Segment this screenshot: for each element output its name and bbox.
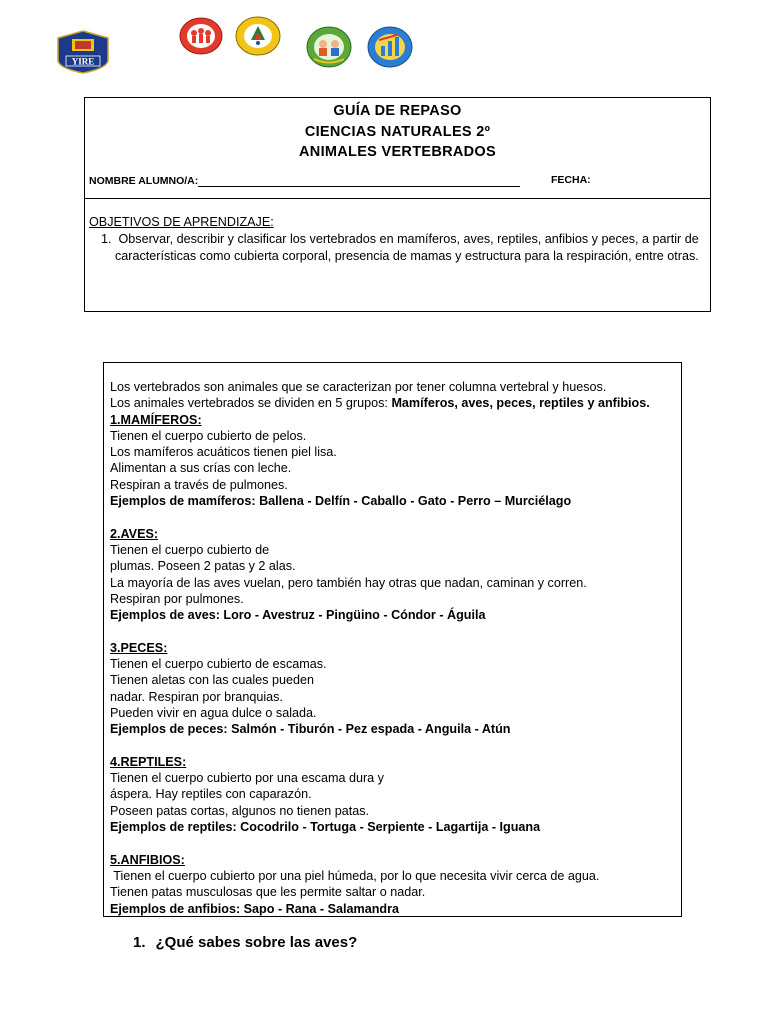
student-name-row xyxy=(89,174,689,187)
mamiferos-line: Tienen el cuerpo cubierto de pelos. xyxy=(110,428,307,443)
objective-number: 1. xyxy=(101,232,112,246)
mamiferos-line: Alimentan a sus crías con leche. xyxy=(110,461,292,476)
peces-line: nadar. Respiran por branquias. xyxy=(110,689,283,704)
question-text: ¿Qué sabes sobre las aves? xyxy=(155,934,358,951)
peces-line: Tienen el cuerpo cubierto de escamas. xyxy=(110,657,327,672)
mamiferos-line: Los mamíferos acuáticos tienen piel lisa. xyxy=(110,445,337,460)
school-seal-yellow xyxy=(235,16,281,56)
school-seal-green xyxy=(306,26,352,68)
school-seal-blue xyxy=(367,26,413,68)
header-box xyxy=(84,97,711,312)
intro-groups: Mamíferos, aves, peces, reptiles y anfibios. xyxy=(391,396,650,411)
content-box xyxy=(103,362,682,917)
header-titles xyxy=(85,98,710,163)
peces-examples: Ejemplos de peces: Salmón - Tiburón - Pez espada - Anguila - Atún xyxy=(110,722,511,737)
intro-line-2 xyxy=(110,395,680,411)
content-text xyxy=(110,379,680,917)
aves-line: Tienen el cuerpo cubierto de xyxy=(110,542,270,557)
student-name-label: NOMBRE ALUMNO/A: xyxy=(89,175,199,187)
question-1 xyxy=(133,934,357,951)
mamiferos-examples: Ejemplos de mamíferos: Ballena - Delfín - Caballo - Gato - Perro – Murciélago xyxy=(110,494,572,509)
objectives-title: OBJETIVOS DE APRENDIZAJE: xyxy=(89,215,274,229)
peces-heading: 3.PECES: xyxy=(110,640,168,655)
subject-title: CIENCIAS NATURALES 2º xyxy=(304,123,491,140)
anfibios-line: Tienen el cuerpo cubierto por una piel húmeda, por lo que necesita vivir cerca de agua. xyxy=(110,868,600,883)
anfibios-heading: 5.ANFIBIOS: xyxy=(110,852,185,867)
objective-text: Observar, describir y clasificar los vertebrados en mamíferos, aves, reptiles, anfibios y peces, a partir de características como cubierta corporal, presencia de mamas y estructura para la respiración, entre otras. xyxy=(115,232,699,263)
topic-title: ANIMALES VERTEBRADOS xyxy=(299,144,496,160)
mamiferos-heading: 1.MAMÍFEROS: xyxy=(110,412,202,427)
aves-heading: 2.AVES: xyxy=(110,526,159,541)
aves-line: Respiran por pulmones. xyxy=(110,591,244,606)
aves-line: plumas. Poseen 2 patas y 2 alas. xyxy=(110,559,296,574)
intro-line-2-text: Los animales vertebrados se dividen en 5 grupos: xyxy=(110,396,392,411)
header-divider xyxy=(85,198,710,199)
aves-examples: Ejemplos de aves: Loro - Avestruz - Pingüino - Cóndor - Águila xyxy=(110,608,486,623)
anfibios-examples: Ejemplos de anfibios: Sapo - Rana - Salamandra xyxy=(110,901,400,916)
reptiles-examples: Ejemplos de reptiles: Cocodrilo - Tortuga - Serpiente - Lagartija - Iguana xyxy=(110,820,541,835)
objective-item xyxy=(89,231,704,265)
reptiles-line: áspera. Hay reptiles con caparazón. xyxy=(110,787,312,802)
student-name-field[interactable] xyxy=(198,174,520,187)
peces-line: Tienen aletas con las cuales pueden xyxy=(110,673,314,688)
reptiles-line: Poseen patas cortas, algunos no tienen patas. xyxy=(110,803,370,818)
yire-logo-text: YIRE xyxy=(71,56,95,67)
guide-title: GUÍA DE REPASO xyxy=(333,103,462,119)
mamiferos-line: Respiran a través de pulmones. xyxy=(110,477,288,492)
date-label: FECHA: xyxy=(551,174,591,186)
anfibios-line: Tienen patas musculosas que les permite saltar o nadar. xyxy=(110,885,426,900)
school-seal-red xyxy=(179,17,223,55)
objectives-section xyxy=(89,214,704,265)
yire-logo xyxy=(56,30,110,74)
question-number: 1. xyxy=(133,934,146,951)
intro-line-1: Los vertebrados son animales que se caracterizan por tener columna vertebral y huesos. xyxy=(110,380,607,394)
reptiles-heading: 4.REPTILES: xyxy=(110,754,187,769)
reptiles-line: Tienen el cuerpo cubierto por una escama dura y xyxy=(110,771,384,786)
aves-line: La mayoría de las aves vuelan, pero también hay otras que nadan, caminan y corren. xyxy=(110,575,587,590)
peces-line: Pueden vivir en agua dulce o salada. xyxy=(110,705,317,720)
